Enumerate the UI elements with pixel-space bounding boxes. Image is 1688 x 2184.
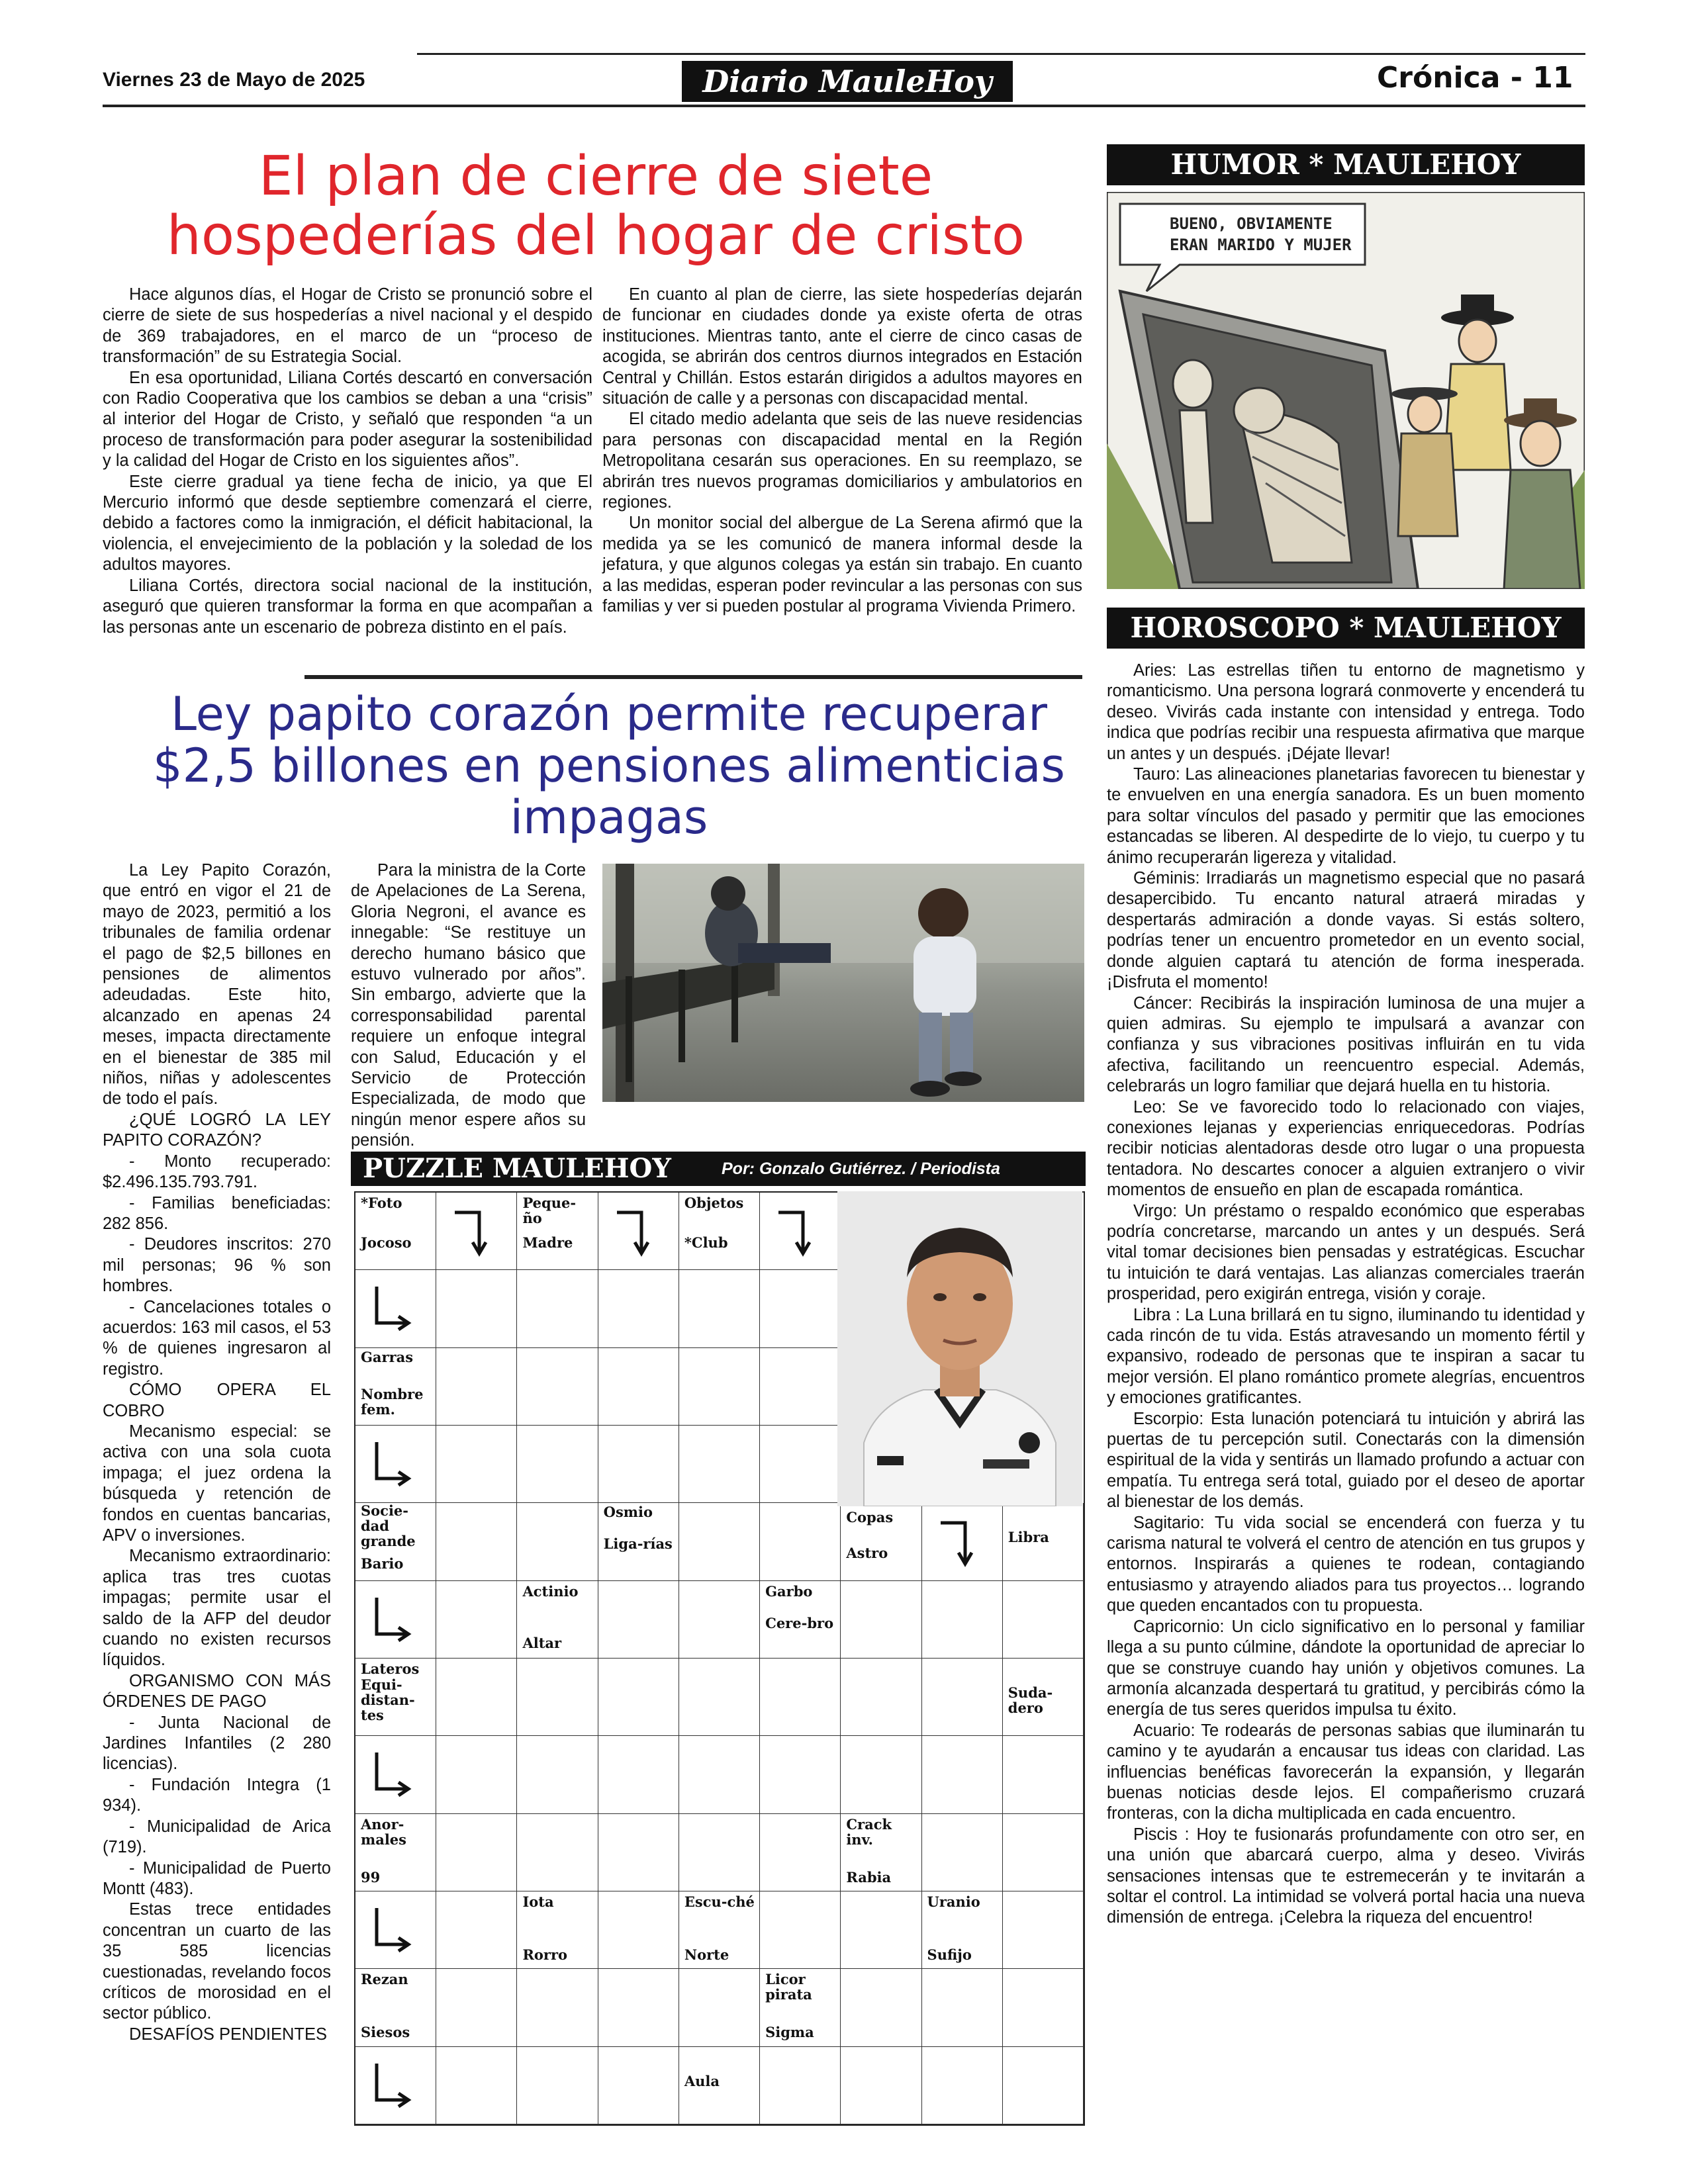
puzzle-cell[interactable] bbox=[679, 1270, 760, 1347]
stat-item: - Familias beneficiadas: 282 856. bbox=[103, 1193, 331, 1233]
puzzle-byline: Por: Gonzalo Gutiérrez. / Periodista bbox=[722, 1160, 1000, 1178]
puzzle-clue: Uranio bbox=[927, 1893, 980, 1910]
arrow-down-icon bbox=[935, 1516, 982, 1569]
puzzle-cell[interactable] bbox=[760, 1659, 841, 1736]
puzzle-clue: Libra bbox=[1008, 1529, 1049, 1546]
puzzle-cell[interactable] bbox=[436, 1814, 517, 1891]
puzzle-cell[interactable] bbox=[517, 1426, 598, 1503]
puzzle-clue: Lateros bbox=[361, 1661, 420, 1677]
puzzle-cell[interactable] bbox=[679, 1503, 760, 1580]
list-item: - Municipalidad de Puerto Montt (483). bbox=[103, 1858, 331, 1898]
puzzle-clue: Garbo bbox=[765, 1582, 813, 1600]
puzzle-clue: Rabia bbox=[846, 1868, 892, 1886]
cartoon-caption-line-2: ERAN MARIDO Y MUJER bbox=[1170, 236, 1352, 254]
article2-column-2 bbox=[351, 860, 586, 1152]
puzzle-clue: Rezan bbox=[361, 1971, 408, 1988]
list-item: - Junta Nacional de Jardines Infantiles (2 280 licencias). bbox=[103, 1713, 331, 1774]
puzzle-clue: Aula bbox=[684, 2072, 720, 2089]
horoscope-column bbox=[1107, 660, 1585, 1929]
puzzle-cell[interactable] bbox=[436, 1426, 517, 1503]
puzzle-cell[interactable] bbox=[598, 1426, 679, 1503]
arrow-turn-right-icon bbox=[369, 1283, 415, 1336]
puzzle-cell[interactable] bbox=[517, 1348, 598, 1426]
puzzle-cell[interactable] bbox=[436, 1969, 517, 2046]
paragraph: En cuanto al plan de cierre, las siete hospederías dejarán de funcionar en ciudades donde ya existe oferta de otras instituciones. Mientras tanto, ante el cierre de cinco casas de acogida, se abrirán dos centros diurnos integrados en Estación Central y Chillán. Estos estarán dirigidos a adultos mayores en situación de calle y a personas con discapacidad mental. bbox=[602, 285, 1082, 408]
puzzle-cell[interactable] bbox=[436, 1503, 517, 1580]
paragraph: Mecanismo especial: se activa con una sola cuota impaga; el juez ordena la búsqueda y retención de fondos en cuentas bancarias, APV o inversiones. bbox=[103, 1422, 331, 1545]
article1-column-2 bbox=[602, 285, 1082, 617]
puzzle-cell[interactable] bbox=[517, 1969, 598, 2046]
paragraph: Estas trece entidades concentran un cuarto de las 35 585 licencias cuestionadas, revelando focos críticos de morosidad en el sector público. bbox=[103, 1900, 331, 2023]
puzzle-clue: *Foto bbox=[361, 1195, 402, 1211]
park-photo bbox=[602, 864, 1084, 1102]
puzzle-cell[interactable] bbox=[517, 1503, 598, 1580]
stat-item: - Monto recuperado: $2.496.135.793.791. bbox=[103, 1152, 331, 1192]
puzzle-cell[interactable] bbox=[517, 1814, 598, 1891]
headline-hogar-de-cristo: El plan de cierre de siete hospederías del hogar de cristo bbox=[166, 145, 1025, 267]
subheading: ORGANISMO CON MÁS ÓRDENES DE PAGO bbox=[103, 1671, 331, 1711]
horoscope-banner: HOROSCOPO * MAULEHOY bbox=[1107, 608, 1585, 649]
puzzle-cell[interactable] bbox=[436, 1348, 517, 1426]
article1-column-1 bbox=[103, 285, 592, 638]
puzzle-cell[interactable] bbox=[841, 1581, 921, 1659]
subheading: DESAFÍOS PENDIENTES bbox=[129, 2025, 327, 2044]
puzzle-clue: Iota bbox=[522, 1893, 554, 1910]
puzzle-clue: Madre bbox=[522, 1234, 573, 1251]
newspaper-logo: Diario MauleHoy bbox=[682, 61, 1013, 102]
puzzle-cell[interactable] bbox=[922, 1659, 1003, 1736]
puzzle-cell[interactable] bbox=[760, 1426, 841, 1503]
puzzle-cell[interactable] bbox=[760, 1736, 841, 1813]
puzzle-cell[interactable] bbox=[679, 1736, 760, 1813]
paragraph: Este cierre gradual ya tiene fecha de inicio, ya que El Mercurio informó que desde septiembre comenzará el cierre, debido a factores como la inmigración, el déficit habitacional, la violencia, el envejecimiento de la población y la soledad de los adultos mayores. bbox=[103, 472, 592, 574]
list-item: - Fundación Integra (1 934). bbox=[103, 1775, 331, 1815]
puzzle-cell[interactable] bbox=[1003, 2047, 1084, 2124]
humor-banner: HUMOR * MAULEHOY bbox=[1107, 144, 1585, 185]
puzzle-cell[interactable] bbox=[760, 1270, 841, 1347]
puzzle-clue: Escu-ché bbox=[684, 1893, 755, 1910]
header-rule bbox=[103, 105, 1585, 107]
arrow-turn-right-icon bbox=[369, 1594, 415, 1647]
arrow-down-icon bbox=[612, 1206, 658, 1259]
horoscope-entry: Virgo: Un préstamo o respaldo económico que esperabas podría concretarse, marcando un antes y un después. Será vital tomar decisiones bien pensadas y estratégicas. Escuchar tu intuición te dará ventajas. Las alianzas comerciales traerán prosperidad, pero exigirán entrega, visión y coraje. bbox=[1107, 1201, 1585, 1304]
puzzle-cell[interactable] bbox=[436, 1581, 517, 1659]
puzzle-cell[interactable] bbox=[841, 1969, 921, 2046]
horoscope-entry: Piscis : Hoy te fusionarás profundamente con otro ser, en una unión que abarcará cuerpo, alma y deseo. Vivirás sensaciones intensas que te estremecerán y te invitarán a soltar el control. La intimidad se volverá portal hacia una nueva dimensión de entrega. ¡Celebra la riqueza del encuentro! bbox=[1107, 1825, 1585, 1927]
puzzle-cell[interactable] bbox=[922, 1736, 1003, 1813]
paragraph: Mecanismo extraordinario: aplica tras tres cuotas impagas; permite usar el saldo de la AFP del deudor cuando no existen recursos líquidos. bbox=[103, 1547, 331, 1670]
subheading: CÓMO OPERA EL COBRO bbox=[103, 1381, 331, 1420]
puzzle-clue: Siesos bbox=[361, 2024, 410, 2041]
paragraph: La Ley Papito Corazón, que entró en vigor el 21 de mayo de 2023, permitió a los tribunales de familia ordenar el pago de $2,5 billones en pensiones de alimentos adeudadas. Este hito, alcanzado en apenas 24 meses, impacta directamente en el bienestar de 385 mil niños, niñas y adolescentes de todo el país. bbox=[103, 861, 331, 1109]
puzzle-cell[interactable] bbox=[679, 1348, 760, 1426]
puzzle-clue: Osmio bbox=[603, 1504, 653, 1521]
article-divider bbox=[305, 675, 1082, 679]
puzzle-clue: Norte bbox=[684, 1946, 729, 1963]
puzzle-cell[interactable] bbox=[598, 1581, 679, 1659]
arrow-down-icon bbox=[449, 1206, 496, 1259]
puzzle-cell[interactable] bbox=[1003, 1891, 1084, 1969]
puzzle-cell[interactable] bbox=[598, 1969, 679, 2046]
puzzle-clue: Altar bbox=[522, 1634, 562, 1651]
puzzle-cell[interactable] bbox=[598, 2047, 679, 2124]
puzzle-clue: Equi-distan-tes bbox=[361, 1676, 415, 1723]
puzzle-clue: Rorro bbox=[522, 1946, 568, 1963]
puzzle-cell[interactable] bbox=[922, 1969, 1003, 2046]
puzzle-cell[interactable] bbox=[1003, 1581, 1084, 1659]
paragraph: En esa oportunidad, Liliana Cortés descartó en conversación con Radio Cooperativa que los cambios se deban a una “crisis” al interior del Hogar de Cristo, y señaló que responden “a un proceso de transformación para poder asegurar la sostenibilidad y la calidad del Hogar de Cristo en los siguientes años”. bbox=[103, 368, 592, 471]
paragraph: El citado medio adelanta que seis de las nueve residencias para personas con discapacidad mental en la Región Metropolitana cesarán sus operaciones. En su reemplazo, se abrirán tres nuevos programas domiciliarios y ambulatorios en regiones. bbox=[602, 410, 1082, 512]
arrow-turn-right-icon bbox=[369, 1439, 415, 1492]
puzzle-clue: Crack inv. bbox=[846, 1815, 892, 1848]
puzzle-banner bbox=[351, 1152, 1086, 1186]
puzzle-cell[interactable] bbox=[922, 2047, 1003, 2124]
horoscope-entry: Leo: Se ve favorecido todo lo relacionado con viajes, conexiones lejanas y experiencias enriquecedoras. Podrías recibir noticias alentadoras desde otro lugar o una propuesta tentadora. No descartes conocer a alguien extranjero o vivir momentos de ensueño en plan de escapada romántica. bbox=[1107, 1097, 1585, 1200]
puzzle-cell[interactable] bbox=[436, 1270, 517, 1347]
puzzle-cell[interactable] bbox=[517, 1270, 598, 1347]
horoscope-entry: Libra : La Luna brillará en tu signo, iluminando tu identidad y cada rincón de tu vida. Estás atravesando un momento fértil y expansivo, rodeado de personas que te inspiran a sacar tu mejor versión. El plano romántico promete alegrías, encuentros y emociones gratificantes. bbox=[1107, 1305, 1585, 1408]
puzzle-clue: Cere-bro bbox=[765, 1614, 834, 1631]
list-item: - Municipalidad de Arica (719). bbox=[103, 1817, 331, 1857]
puzzle-cell[interactable] bbox=[598, 1659, 679, 1736]
puzzle-cell[interactable] bbox=[598, 1348, 679, 1426]
subheading: ¿QUÉ LOGRÓ LA LEY PAPITO CORAZÓN? bbox=[103, 1110, 331, 1150]
puzzle-cell[interactable] bbox=[841, 1659, 921, 1736]
horoscope-entry: Sagitario: Tu vida social se encenderá con fuerza y tu carisma natural te volverá el centro de atención en tus grupos y entornos. Inspirarás a quienes te rodean, contagiando entusiasmo y atrayendo aliados para tus proyectos… logrando que queden encantados con tu propuesta. bbox=[1107, 1513, 1585, 1615]
puzzle-cell[interactable] bbox=[841, 1891, 921, 1969]
puzzle-clue: Sigma bbox=[765, 2024, 814, 2041]
cartoon-caption-line-1: BUENO, OBVIAMENTE bbox=[1170, 214, 1333, 233]
puzzle-cell[interactable] bbox=[922, 1581, 1003, 1659]
puzzle-cell[interactable] bbox=[517, 1736, 598, 1813]
arrow-down-icon bbox=[773, 1206, 820, 1259]
puzzle-cell[interactable] bbox=[598, 1270, 679, 1347]
stat-item: - Deudores inscritos: 270 mil personas; 96 % son hombres. bbox=[103, 1235, 331, 1296]
issue-date: Viernes 23 de Mayo de 2025 bbox=[103, 69, 365, 91]
header-top-rule bbox=[417, 53, 1585, 55]
puzzle-cell[interactable] bbox=[922, 1814, 1003, 1891]
puzzle-cell[interactable] bbox=[598, 1891, 679, 1969]
arrow-turn-right-icon bbox=[369, 1749, 415, 1802]
puzzle-clue: Nombre fem. bbox=[361, 1385, 424, 1418]
puzzle-cell[interactable] bbox=[1003, 1814, 1084, 1891]
puzzle-clue: Peque-ño bbox=[522, 1195, 577, 1226]
puzzle-clue: Socie-dad grande bbox=[361, 1502, 416, 1550]
puzzle-title: PUZZLE MAULEHOY bbox=[363, 1153, 671, 1184]
stat-item: - Cancelaciones totales o acuerdos: 163 mil casos, el 53 % de quienes ingresaron al registro. bbox=[103, 1297, 331, 1379]
puzzle-cell[interactable] bbox=[679, 1814, 760, 1891]
puzzle-clue: Liga-rías bbox=[603, 1535, 673, 1553]
puzzle-player-photo bbox=[837, 1191, 1082, 1506]
puzzle-cell[interactable] bbox=[436, 2047, 517, 2124]
humor-cartoon bbox=[1107, 192, 1585, 589]
puzzle-clue: Actinio bbox=[522, 1582, 579, 1600]
puzzle-cell[interactable] bbox=[517, 2047, 598, 2124]
horoscope-entry: Tauro: Las alineaciones planetarias favorecen tu bienestar y te envuelven en una energía sanadora. Es un buen momento para soltar vínculos del pasado y permitir que las emociones estancadas se liberen. Al despedirte de lo viejo, tu cuerpo y tu ánimo recuperarán ligereza y vitalidad. bbox=[1107, 765, 1585, 867]
puzzle-cell[interactable] bbox=[760, 2047, 841, 2124]
puzzle-clue: Anor-males bbox=[361, 1815, 406, 1848]
puzzle-cell[interactable] bbox=[598, 1736, 679, 1813]
puzzle-clue: Garras bbox=[361, 1348, 414, 1365]
puzzle-cell[interactable] bbox=[841, 1736, 921, 1813]
puzzle-cell[interactable] bbox=[679, 1969, 760, 2046]
puzzle-clue: Jocoso bbox=[361, 1234, 412, 1251]
puzzle-cell[interactable] bbox=[679, 1659, 760, 1736]
arrow-turn-right-icon bbox=[369, 1905, 415, 1958]
puzzle-cell[interactable] bbox=[679, 1426, 760, 1503]
horoscope-entry: Acuario: Te rodearás de personas sabias que iluminarán tu camino y te ayudarán a encausar tus ideas con claridad. Las influencias benéficas favorecerán la expansión, y llegarán buenas noticias desde lejos. El compañerismo cruzará fronteras, con la dicha multiplicada en cada encuentro. bbox=[1107, 1721, 1585, 1823]
puzzle-clue: Bario bbox=[361, 1555, 404, 1572]
puzzle-cell[interactable] bbox=[760, 1814, 841, 1891]
puzzle-clue: Astro bbox=[846, 1545, 888, 1562]
horoscope-entry: Capricornio: Un ciclo significativo en lo personal y familiar llega a su punto cúlmine, dándote la oportunidad de apreciar lo que se construye cuando hay unión y objetivos comunes. La armonía alcanzada despertará tu gratitud, y percibirás cómo la energía de tus seres queridos impulsa tu éxito. bbox=[1107, 1617, 1585, 1719]
puzzle-clue: Suda-dero bbox=[1008, 1684, 1053, 1716]
puzzle-cell[interactable] bbox=[436, 1736, 517, 1813]
puzzle-cell[interactable] bbox=[1003, 1736, 1084, 1813]
puzzle-clue: Sufijo bbox=[927, 1946, 972, 1963]
horoscope-entry: Cáncer: Recibirás la inspiración luminosa de una mujer a quien admiras. Su ejemplo te impulsará a avanzar con confianza y sus vibraciones positivas influirán en tu vida afectiva, facilitando un reencuentro especial. Además, celebrarás un logro familiar que dejará huella en tu historia. bbox=[1107, 993, 1585, 1096]
puzzle-clue: Copas bbox=[846, 1509, 894, 1526]
paragraph: Para la ministra de la Corte de Apelaciones de La Serena, Gloria Negroni, el avance es innegable: “Se restituye un derecho humano básico que estuvo vulnerado por años”. Sin embargo, advierte que la corresponsabilidad parental requiere un enfoque integral con Salud, Educación y el Servicio de Protección Especializada, de modo que ningún menor espere años su pensión. bbox=[351, 861, 586, 1150]
horoscope-entry: Aries: Las estrellas tiñen tu entorno de magnetismo y romanticismo. Una persona logrará conmoverte y encenderá tu deseo. Vivirás cada instante con intensidad y entrega. Todo indica que podrías recibir una respuesta afirmativa que marque un antes y un después. ¡Déjate llevar! bbox=[1107, 661, 1585, 763]
puzzle-clue: Objetos bbox=[684, 1195, 744, 1211]
arrow-turn-right-icon bbox=[369, 2060, 415, 2113]
puzzle-cell[interactable] bbox=[436, 1659, 517, 1736]
puzzle-cell[interactable] bbox=[760, 1891, 841, 1969]
puzzle-cell[interactable] bbox=[436, 1891, 517, 1969]
puzzle-cell[interactable] bbox=[841, 2047, 921, 2124]
puzzle-clue: Licor pirata bbox=[765, 1971, 812, 2003]
puzzle-cell[interactable] bbox=[679, 1581, 760, 1659]
headline-ley-papito-corazon: Ley papito corazón permite recuperar $2,5 billones en pensiones alimenticias impagas bbox=[153, 687, 1065, 844]
puzzle-cell[interactable] bbox=[517, 1659, 598, 1736]
puzzle-cell[interactable] bbox=[598, 1814, 679, 1891]
paragraph: Liliana Cortés, directora social nacional de la institución, aseguró que quieren transformar la forma en que acompañan a las personas ante un escenario de pobreza distinto en el país. bbox=[103, 576, 592, 637]
horoscope-entry: Escorpio: Esta lunación potenciará tu intuición y abrirá las puertas de tu percepción sutil. Conectarás con la dimensión espiritual de la vida y sentirás un llamado profundo a actuar con empatía. Tu entrega será total, guiado por el deseo de aportar al bienestar de los demás. bbox=[1107, 1409, 1585, 1512]
paragraph: Un monitor social del albergue de La Serena afirmó que la medida ya se les comunicó de manera informal desde la jefatura, y que algunos colegas ya están sin trabajo. En cuanto a las medidas, esperan poder revincular a las personas con sus familias y ver si pueden postular al programa Vivienda Primero. bbox=[602, 514, 1082, 616]
horoscope-entry: Géminis: Irradiarás un magnetismo especial que no pasará desapercibido. Tu encanto natural atraerá miradas y despertarás admiración a donde vayas. Si estás soltero, podrías tener un encuentro prometedor en un evento social, donde alguien captará tu atención de forma inesperada. ¡Disfruta el momento! bbox=[1107, 869, 1585, 992]
paragraph: Hace algunos días, el Hogar de Cristo se pronunció sobre el cierre de siete de sus hospederías a nivel nacional y el despido de 369 trabajadores, en el marco de un “proceso de transformación” de su Estrategia Social. bbox=[103, 285, 592, 367]
puzzle-cell[interactable] bbox=[1003, 1969, 1084, 2046]
puzzle-cell[interactable] bbox=[760, 1348, 841, 1426]
puzzle-clue: *Club bbox=[684, 1234, 728, 1251]
puzzle-clue: 99 bbox=[361, 1868, 381, 1886]
section-page-label: Crónica - 11 bbox=[1377, 61, 1573, 95]
puzzle-cell[interactable] bbox=[760, 1503, 841, 1580]
article2-column-1 bbox=[103, 860, 331, 2045]
